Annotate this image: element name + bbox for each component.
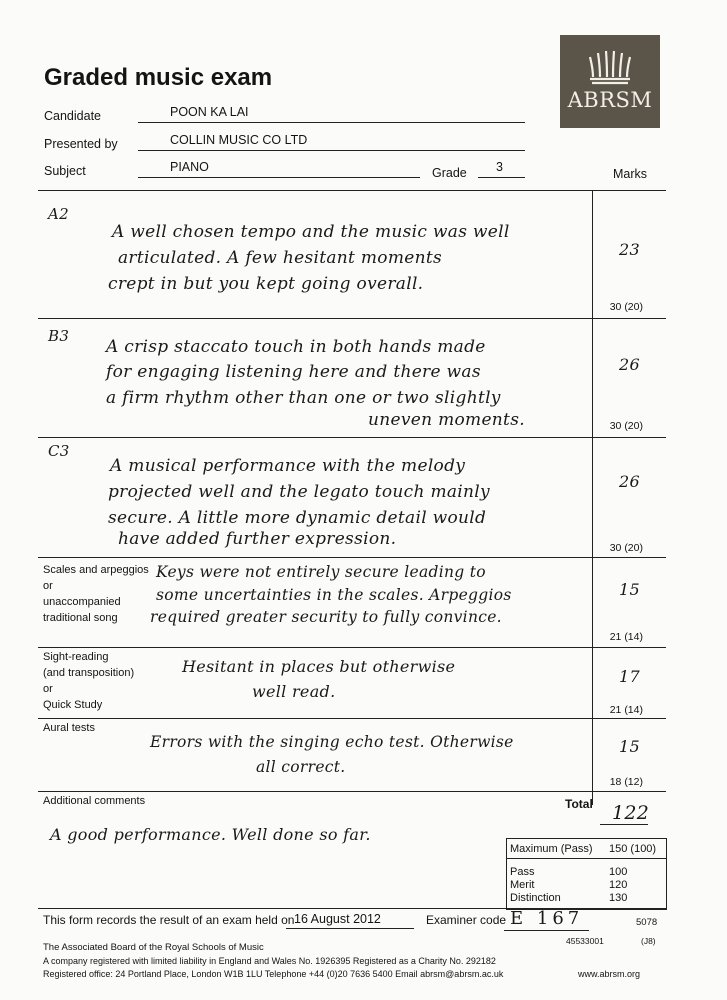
distinction-label: Distinction: [510, 892, 561, 904]
examiner-code-label: Examiner code: [426, 913, 507, 927]
subject-line: [138, 177, 420, 178]
sight-max: 21 (14): [609, 704, 643, 716]
abrsm-logo: [560, 35, 660, 128]
presented-by-label: Presented by: [44, 137, 118, 151]
footer-line-2: Registered office: 24 Portland Place, London W1B 1LU Telephone +44 (0)20 7636 5400 Email abrsm@abrsm.ac.uk: [43, 969, 504, 979]
grid-top-line: [38, 190, 666, 191]
logo-text: ABRSM: [567, 88, 653, 112]
section-a-mark: 23: [619, 240, 640, 259]
scales-label-line-1: Scales and arpeggios: [43, 564, 149, 576]
sight-comment-line-1: Hesitant in places but otherwise: [182, 657, 456, 676]
scales-comment-line-3: required greater security to fully convince.: [150, 608, 502, 626]
section-code-c: C3: [48, 442, 70, 460]
distinction-value: 130: [609, 892, 628, 904]
org-name: The Associated Board of the Royal Schools of Music: [43, 942, 264, 953]
sight-label-line-2: (and transposition): [43, 667, 135, 679]
footer-line-1: A company registered with limited liability in England and Wales No. 1926395 Registered as a Charity No. 292182: [43, 956, 496, 966]
maximum-label: Maximum (Pass): [510, 843, 593, 855]
section-b-bottom-line: [38, 437, 666, 438]
grade-label: Grade: [432, 166, 467, 180]
subject-label: Subject: [44, 164, 86, 178]
crown-icon: [587, 49, 633, 85]
section-a-comment-line-1: A well chosen tempo and the music was well: [112, 222, 510, 242]
presented-by-line: [138, 150, 525, 151]
presented-by-value: COLLIN MUSIC CO LTD: [170, 133, 308, 147]
section-c-max: 30 (20): [609, 542, 643, 554]
totals-box-divider: [506, 858, 666, 859]
section-a-max: 30 (20): [609, 301, 643, 313]
doc-suffix: (J8): [641, 936, 656, 946]
pass-label: Pass: [510, 866, 535, 878]
section-c-comment-line-3: secure. A little more dynamic detail would: [108, 508, 487, 528]
grade-value: 3: [496, 160, 503, 174]
section-c-comment-line-2: projected well and the legato touch mainly: [108, 482, 490, 502]
total-label: Total: [565, 797, 593, 811]
marks-column-divider: [592, 190, 593, 805]
section-a-comment-line-3: crept in but you kept going overall.: [108, 274, 424, 294]
form-title: Graded music exam: [44, 64, 273, 91]
aural-max: 18 (12): [609, 776, 643, 788]
section-c-mark: 26: [619, 472, 640, 491]
candidate-label: Candidate: [44, 109, 101, 123]
total-value: 122: [612, 802, 650, 824]
section-b-comment-line-1: A crisp staccato touch in both hands made: [106, 337, 486, 357]
scales-max: 21 (14): [609, 631, 643, 643]
sight-comment-line-2: well read.: [252, 682, 336, 701]
merit-value: 120: [609, 879, 628, 891]
section-b-mark: 26: [619, 355, 640, 374]
section-b-max: 30 (20): [609, 420, 643, 432]
merit-label: Merit: [510, 879, 535, 891]
sight-label-line-3: or: [43, 683, 53, 695]
sight-label-line-1: Sight-reading: [43, 651, 109, 663]
scales-comment-line-2: some uncertainties in the scales. Arpeggios: [156, 586, 512, 604]
marks-label: Marks: [613, 167, 648, 181]
section-c-comment-line-4: have added further expression.: [118, 529, 397, 549]
scales-comment-line-1: Keys were not entirely secure leading to: [156, 563, 486, 581]
aural-mark: 15: [619, 737, 640, 756]
section-b-comment-line-4: uneven moments.: [368, 410, 525, 430]
aural-bottom-line: [38, 791, 666, 792]
section-b-comment-line-3: a firm rhythm other than one or two slightly: [106, 388, 501, 408]
sight-bottom-line: [38, 718, 666, 719]
pass-value: 100: [609, 866, 628, 878]
aural-comment-line-1: Errors with the singing echo test. Otherwise: [150, 733, 514, 751]
candidate-line: [138, 122, 525, 123]
section-a-bottom-line: [38, 318, 666, 319]
doc-number: 45533001: [566, 936, 604, 946]
section-c-bottom-line: [38, 557, 666, 558]
candidate-value: POON KA LAI: [170, 105, 249, 119]
exam-date: 16 August 2012: [294, 912, 381, 926]
sight-mark: 17: [619, 667, 640, 686]
sight-label-line-4: Quick Study: [43, 699, 103, 711]
maximum-value: 150 (100): [609, 843, 657, 855]
subject-value: PIANO: [170, 160, 209, 174]
aural-comment-line-2: all correct.: [256, 758, 346, 776]
aural-label: Aural tests: [43, 722, 95, 734]
section-code-b: B3: [48, 327, 70, 345]
section-c-comment-line-1: A musical performance with the melody: [110, 456, 466, 476]
total-underline: [600, 824, 648, 825]
scales-label-line-2: or: [43, 580, 53, 592]
form-code: 5078: [636, 917, 658, 928]
scales-label-line-4: traditional song: [43, 612, 118, 624]
examiner-code-value: E 167: [510, 908, 584, 929]
section-code-a: A2: [48, 205, 69, 223]
footer-web: www.abrsm.org: [578, 969, 641, 979]
grade-line: [478, 177, 525, 178]
additional-comment: A good performance. Well done so far.: [50, 825, 371, 844]
section-b-comment-line-2: for engaging listening here and there was: [106, 362, 481, 382]
section-a-comment-line-2: articulated. A few hesitant moments: [118, 248, 443, 268]
additional-comments-label: Additional comments: [43, 795, 146, 807]
scales-label-line-3: unaccompanied: [43, 596, 121, 608]
record-text: This form records the result of an exam held on: [43, 913, 295, 927]
scales-bottom-line: [38, 647, 666, 648]
examiner-code-line: [504, 930, 589, 931]
exam-date-line: [286, 928, 414, 929]
scales-mark: 15: [619, 580, 640, 599]
